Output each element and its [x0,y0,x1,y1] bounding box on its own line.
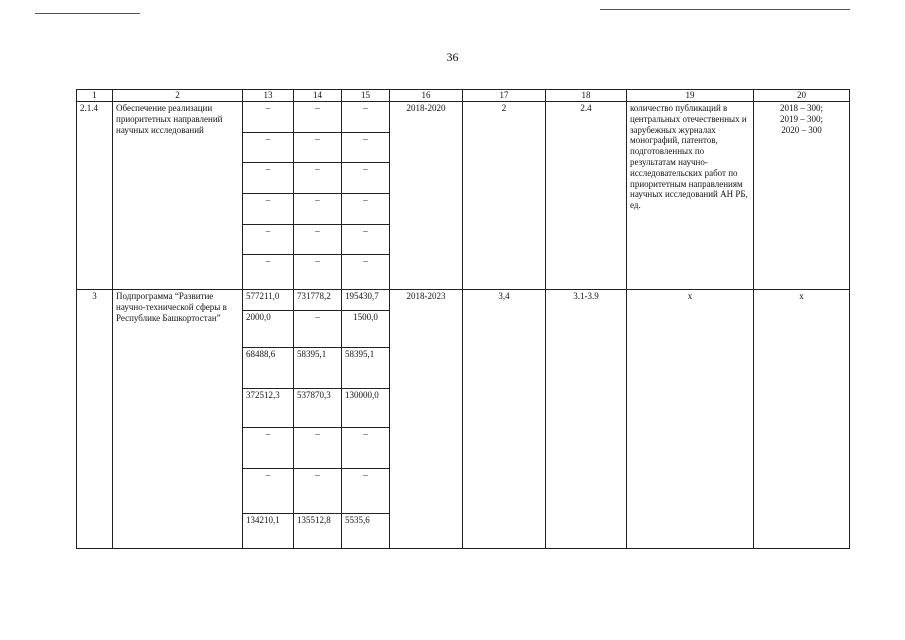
row-code: 3 [77,290,113,549]
col17-cell: 3,4 [463,290,546,549]
scan-artifact-line [600,9,850,10]
header-cell: 17 [463,90,546,102]
value-cell: 1500,0 [342,310,390,348]
value-cell: 5535,6 [342,514,390,549]
value-cell: – [243,132,294,163]
value-cell: – [294,102,342,133]
value-cell: 195430,7 [342,290,390,310]
header-cell: 13 [243,90,294,102]
value-cell: – [243,469,294,514]
value-cell: – [342,163,390,194]
col20-cell: х [754,290,850,549]
value-cell: 135512,8 [294,514,342,549]
value-cell: 372512,3 [243,389,294,428]
value-cell: 731778,2 [294,290,342,310]
value-cell: – [294,310,342,348]
value-cell: – [294,132,342,163]
row-code: 2.1.4 [77,102,113,290]
scan-artifact-line [35,13,140,14]
header-cell: 18 [546,90,627,102]
value-cell: – [243,163,294,194]
row-name: Обеспечение реализации приоритетных направлений научных исследований [113,102,243,290]
value-cell: 130000,0 [342,389,390,428]
value-cell: 577211,0 [243,290,294,310]
col18-cell: 3.1-3.9 [546,290,627,549]
value-cell: – [342,132,390,163]
period-cell: 2018-2020 [390,102,463,290]
page-number: 36 [446,50,459,64]
value-cell: – [342,469,390,514]
value-cell: – [342,428,390,469]
header-row [77,90,850,102]
header-cell: 1 [77,90,113,102]
table-row [77,102,850,133]
table-row [77,290,850,310]
value-cell: 537870,3 [294,389,342,428]
col18-cell: 2.4 [546,102,627,290]
header-cell: 19 [627,90,754,102]
header-cell: 2 [113,90,243,102]
value-cell: 58395,1 [342,348,390,389]
value-cell: – [294,224,342,255]
value-cell: 58395,1 [294,348,342,389]
value-cell: – [342,102,390,133]
header-cell: 16 [390,90,463,102]
period-cell: 2018-2023 [390,290,463,549]
indicator-cell: количество публикаций в центральных отечественных и зарубежных журналах монографий, патентов, подготовленных по результатам научно-исследовательских работ по приоритетным направлениям научных исследований АН РБ, ед. [627,102,754,290]
value-cell: – [294,255,342,290]
targets-cell: 2018 – 300; 2019 – 300; 2020 – 300 [754,102,850,290]
value-cell: – [243,194,294,225]
value-cell: – [243,428,294,469]
col17-cell: 2 [463,102,546,290]
header-cell: 20 [754,90,850,102]
value-cell: – [294,194,342,225]
value-cell: – [294,428,342,469]
value-cell: – [243,255,294,290]
header-cell: 14 [294,90,342,102]
program-table [76,89,850,549]
value-cell: – [342,255,390,290]
value-cell: – [243,102,294,133]
value-cell: – [342,194,390,225]
value-cell: 68488,6 [243,348,294,389]
value-cell: – [294,163,342,194]
header-cell: 15 [342,90,390,102]
row-name: Подпрограмма “Развитие научно-технической сферы в Республике Башкортостан” [113,290,243,549]
value-cell: 134210,1 [243,514,294,549]
value-cell: 2000,0 [243,310,294,348]
value-cell: – [294,469,342,514]
value-cell: – [342,224,390,255]
col19-cell: х [627,290,754,549]
value-cell: – [243,224,294,255]
